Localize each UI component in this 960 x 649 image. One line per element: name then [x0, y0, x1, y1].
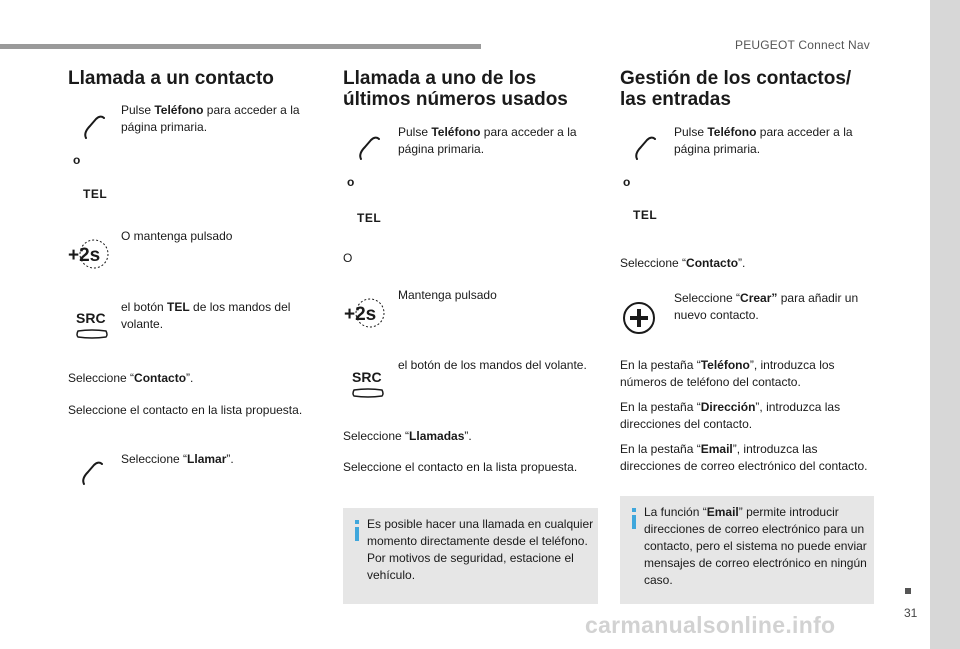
svg-text:SRC: SRC [352, 369, 382, 385]
tel-button-label: TEL [83, 187, 108, 201]
tel-button-label: TEL [633, 208, 658, 222]
step-call: Seleccione “Llamar”. [121, 452, 234, 466]
section-title-call-contact: Llamada a un contacto [68, 68, 274, 89]
phone-handset-icon [357, 135, 381, 161]
phone-handset-icon [80, 460, 104, 486]
step-src-button: el botón TEL de los mandos del volante. [121, 300, 291, 331]
info-note-text: Es posible hacer una llamada en cualquier momento directamente desde el teléfono. Por motivos de seguridad, estacione el vehículo. [367, 517, 594, 582]
phone-handset-icon [633, 135, 657, 161]
step-select-contact: Seleccione “Contacto”. [620, 256, 746, 270]
info-icon [632, 508, 636, 512]
step-press-phone: Pulse Teléfono para acceder a la página primaria. [674, 125, 853, 156]
src-steering-button-icon [348, 367, 388, 401]
info-note [620, 496, 874, 604]
page-number: 31 [904, 606, 918, 620]
info-icon-bar [632, 515, 636, 529]
step-src-button: el botón de los mandos del volante. [398, 358, 587, 372]
step-select-contact: Seleccione “Contacto”. [68, 371, 194, 385]
page-edge-strip [930, 0, 960, 649]
hold-2s-icon [66, 238, 112, 270]
step-hold: Mantenga pulsado [398, 288, 497, 302]
step-press-phone: Pulse Teléfono para acceder a la página primaria. [398, 125, 577, 156]
or-label: o [73, 153, 81, 167]
hold-2s-icon [342, 297, 388, 329]
or-label: o [623, 175, 631, 189]
step-tab-phone: En la pestaña “Teléfono”, introduzca los números de teléfono del contacto. [620, 358, 835, 389]
watermark: carmanualsonline.info [585, 612, 836, 638]
info-icon-bar [355, 527, 359, 541]
section-title-recent-numbers: Llamada a uno de los últimos números usados [343, 68, 568, 110]
info-icon [355, 520, 359, 524]
step-press-phone: Pulse Teléfono para acceder a la página primaria. [121, 103, 300, 134]
svg-text:+2s: +2s [68, 245, 101, 266]
src-steering-button-icon [72, 308, 112, 342]
or-label-alt: O [343, 251, 353, 265]
plus-circle-icon [622, 301, 656, 335]
phone-handset-icon [82, 114, 106, 140]
tel-button-label: TEL [357, 211, 382, 225]
step-tab-address: En la pestaña “Dirección”, introduzca las direcciones del contacto. [620, 400, 841, 431]
info-note-text: La función “Email” permite introducir direcciones de correo electrónico para un contacto, pero el sistema no puede enviar mensajes de correo electrónico en ningún caso. [644, 505, 867, 587]
page-marker [905, 588, 911, 594]
step-tab-email: En la pestaña “Email”, introduzca las direcciones de correo electrónico del contacto. [620, 442, 868, 473]
section-title-manage-contacts: Gestión de los contactos/ las entradas [620, 68, 852, 110]
step-select-calls: Seleccione “Llamadas”. [343, 429, 472, 443]
svg-text:+2s: +2s [344, 304, 377, 325]
step-create: Seleccione “Crear” para añadir un nuevo contacto. [674, 291, 859, 322]
svg-text:SRC: SRC [76, 310, 106, 326]
step-select-list: Seleccione el contacto en la lista propuesta. [343, 460, 578, 474]
step-select-list: Seleccione el contacto en la lista propuesta. [68, 403, 303, 417]
step-hold: O mantenga pulsado [121, 229, 233, 243]
info-note [343, 508, 598, 604]
or-label: o [347, 175, 355, 189]
header-rule [0, 44, 481, 49]
product-name: PEUGEOT Connect Nav [735, 38, 870, 52]
